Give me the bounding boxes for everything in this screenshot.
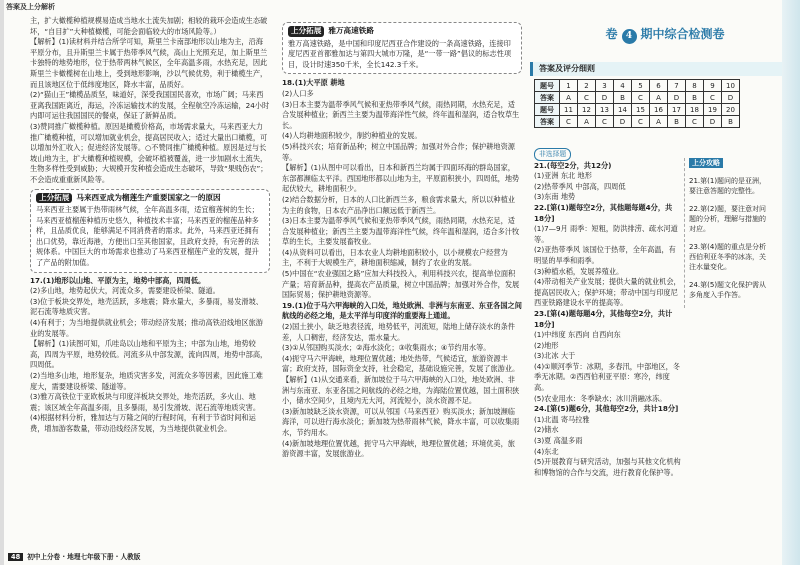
q22-line: 22.[第(1)题每空2分，其他题每题4分，共18分] <box>534 202 673 223</box>
q18-line: (5)科技兴农；培育新品种；树立中国品牌；加强对外合作；保护耕地资源等。 <box>282 141 515 162</box>
page-header: 答案及上分解析 <box>6 3 55 11</box>
extension-body: 马来西亚主要属于热带雨林气候，全年高温多雨，适宜榴莲树的生长；马来西亚植榴莲种植历史悠久，种植技术丰富；马来西亚的榴莲品种多样，且品质优良，能够满足不同消费者的需求。此外，马来西亚还拥有出口优势，靠近海港，方便出口至其他国家，且政府支持，有完善的法规体系。中国巨大的市场需求也推动了马来西亚榴莲产业的发展，提升了产品的附加值。 <box>36 205 259 268</box>
col3-line: (4)东北 <box>534 446 559 456</box>
side-tag: 上分攻略 <box>689 158 723 168</box>
q17-line: 17.(1)地形以山地、平原为主，地势中部高，四周低。 <box>30 275 206 285</box>
binding-edge <box>0 0 4 565</box>
q17-line: (2)当地多山地，地形复杂，地质灾害多发，河流众多等因素，因此施工难度大，需要建设桥梁、隧道等。 <box>30 371 263 391</box>
answer-cell: D <box>596 92 614 104</box>
extension-tag: 上分拓展 <box>36 193 72 204</box>
q17-line: 【解析】(1)读图可知，爪哇岛以山地和平原为主；中部为山地，地势较高，四周为平原，地势较低。河流多从中部发源，流向四周，地势中部高，四周低。 <box>30 339 268 370</box>
col3-line: (3)东南 地势 <box>534 192 576 202</box>
question-number: 13 <box>596 104 614 116</box>
answer-cell: B <box>722 116 740 128</box>
col3-line: (2)地形 <box>534 340 559 350</box>
question-number: 6 <box>650 80 668 92</box>
answer-cell: D <box>704 116 722 128</box>
answer-cell: C <box>596 116 614 128</box>
page-number: 48 <box>8 553 23 561</box>
col3-line: (4)①顺河季节：冰期，多春汛，中部地区，冬季无冰期。②西西伯利亚平原：寒冷，纬度高。 <box>534 361 681 393</box>
side-note: 24.第(5)题文化保护需从多角度入手作答。 <box>689 281 767 299</box>
answer-cell: A <box>650 116 668 128</box>
q19-line: 【解析】(1)从交通来看，新加坡位于马六甲海峡的入口处，地处欧洲、非洲与东南亚、东亚各国之间航线的必经之地，为海陆位置优越，国土面积狭小，储水空间少，且境内无大河，河流短小，淡水资源不足。 <box>282 375 520 406</box>
question-number: 7 <box>668 80 686 92</box>
column-3 <box>534 148 682 478</box>
question-number: 1 <box>560 80 578 92</box>
answer-cell: C <box>632 116 650 128</box>
col1-line: 【解析】(1)读材料并结合所学可知，斯里兰卡南部地形以山地为主，沿海平原分布，且升斯里兰卡属于热带季风气候，高山上光照充足，加上斯里兰卡独特的地势地形，位于热带两林气候区，全年高温多雨，水热充足，因此斯里兰卡橄榄树在山地上，受到地形影响，沙以气候优势，利于橄榄生产，而且该地区位于低纬度地区，降水丰富，品质好。 <box>30 37 268 89</box>
col3-line: (4)带动相关产业发展；提供大量的就业机会，提高居民收入；保护环境；带动中国与印度尼西亚铁路建设水平的提高等。 <box>534 277 681 308</box>
question-number: 10 <box>722 80 740 92</box>
answer-cell: C <box>578 92 596 104</box>
question-number: 20 <box>722 104 740 116</box>
question-number: 9 <box>704 80 722 92</box>
answer-cell: B <box>614 92 632 104</box>
answer-cell: B <box>668 116 686 128</box>
page-footer <box>8 551 140 561</box>
question-number: 18 <box>686 104 704 116</box>
railway-body: 雅万高速铁路，是中国和印度尼西亚合作建设的一条高速铁路，连接印度尼西亚首都雅加达与第四大城市万隆，是“一带一路”倡议的标志性项目，设计时速350千米，全长142.3千米。 <box>288 38 512 69</box>
exam-number: 4 <box>622 29 637 44</box>
railway-title-text: 雅万高速铁路 <box>328 26 374 35</box>
answer-cell: D <box>722 92 740 104</box>
q17-line: (4)有利于；为当地提供就业机会；带动经济发展；推动高铁沿线地区旅游业的发展等。 <box>30 318 263 338</box>
question-number: 3 <box>596 80 614 92</box>
q19-line: (3)①从邻国购买淡水；②海水淡化；③收集雨水；④节约用水等。 <box>282 343 491 353</box>
q23-line: 23.[第(4)题每题4分，其他每空2分，共计18分] <box>534 308 673 329</box>
row-label: 题号 <box>535 80 560 92</box>
answer-cell: C <box>632 92 650 104</box>
col1-line: (3)赞同推广橄榄种植。原因是橄榄价格高，市场需求量大，马来西亚大力推广橄榄种植，可以增加就业机会，提高居民收入；适过大量出口橄榄，可以增加外汇收入；促进经济发展等。○不赞同推广橄榄种植。原因是过与长坡山地为主，扩大橄榄种植规模，会破坏植被覆盖，进一步加剧水土流失，生物多样性受到威胁；大规模开发种植会造成生态破坏，导致“果贱伤农”；不会造成重重新风险等。 <box>30 121 268 184</box>
answer-cell: D <box>614 116 632 128</box>
col3-line: (5)开展教育与研究活动，加强与其他文化机构和博物馆的合作与交流，进行教育化保护等。 <box>534 457 681 477</box>
question-number: 8 <box>686 80 704 92</box>
question-number: 15 <box>632 104 650 116</box>
q19-line: (4)新加坡地理位置优越，扼守马六甲海峡，地理位置优越；环境优美，旅游资源丰富，发展旅游业。 <box>282 438 515 459</box>
page-edge <box>782 0 800 565</box>
col3-line: (2)热带季风 中部高，四周低 <box>534 181 626 191</box>
extension-box-title <box>36 193 264 204</box>
q19-line: (2)国土狭小，缺乏地表径流，地势低平，河流短，陆地上储存淡水的条件差，人口稠密，经济发达，需水量大。 <box>282 322 515 342</box>
question-number: 12 <box>578 104 596 116</box>
q21-line: 21.(每空2分，共12分) <box>534 160 612 170</box>
answer-cell: C <box>704 92 722 104</box>
q18-line: (2)结合数据分析，日本的人口比新西兰多，粮食需求量大，所以以种植业为主的食物，日本农产品净出口额远低于新西兰。 <box>282 194 515 215</box>
q17-line: (4)根据材料分析，雅加达与万隆之间的行程时间，有利于节省时间和运费，增加游客数量，带动沿线经济发展，为当地提供就业机会。 <box>30 413 256 433</box>
question-number: 4 <box>614 80 632 92</box>
answer-cell: D <box>668 92 686 104</box>
q17-line: (3)位于板块交界处，地壳活跃，多地震；降水量大，多暴雨，易发滑坡、泥石流等地质灾害。 <box>30 296 263 317</box>
q17-line: (2)多山地，地势起伏大，河流众多，需要建设桥梁、隧道。 <box>30 286 220 296</box>
question-number: 14 <box>614 104 632 116</box>
q18-line: (3)日本主要为温带季风气候和亚热带季风气候，雨热同期，水热充足，适合发展种植业；新西兰主要为温带海洋性气候，终年温和湿润，适合牧草生长。 <box>282 99 520 130</box>
row-label: 题号 <box>535 104 560 116</box>
col3-line: (3)种植水稻，发展养殖业。 <box>534 266 624 276</box>
q19-line: (3)新加坡缺乏淡水资源，可以从邻国（马来西亚）购买淡水；新加坡濒临海洋，可以进行海水淡化；新加坡为热带雨林气候，降水丰富，可以收集雨水，节约用水。 <box>282 406 520 437</box>
q17-line: (3)雅万高铁位于亚欧板块与印度洋板块交界处，地壳活跃，多火山、地震；该区域全年高温多雨，且多暴雨，易引发滑坡、泥石流等地质灾害。 <box>30 392 261 412</box>
exam-title: 卷 4 期中综合检测卷 <box>590 25 740 44</box>
q18-line: (3)日本主要为温带季风气候和亚热带季风气候，雨热同期，水热充足，适合发展种植业；新西兰主要为温带海洋性气候，终年温和湿润，适合多汁牧草的生长，主要发展畜牧业。 <box>282 216 520 247</box>
q24-line: 24.[第(5)题6分，其他每空2分，共计18分] <box>534 404 679 414</box>
answer-cell: A <box>650 92 668 104</box>
col3-line: (3)夏 高温多雨 <box>534 436 583 446</box>
col3-line: (1)北温 寄马拉雅 <box>534 414 590 424</box>
col3-line: (1)中纬度 东西向 自西向东 <box>534 330 621 340</box>
section-label: 非选择题 <box>534 148 571 161</box>
col1-line: (2)“猫山王”橄榄品质坚，味道好，深受我国国民喜欢，市场广阔；马来西亚离我国距离近，海运，冷冻运输技术的发展，全程航空冷冻运输，24小时内即可运往我国国民的餐桌，保证了新鲜品质。 <box>30 90 270 121</box>
intro-text: 主，扩大橄榄种植规模易造成当地水土流失加剧；相较的栽环会造成生态破坏，“自目扩”大种植橄榄，可能会面临较大的市场风险等。） <box>30 16 268 36</box>
section-band: 答案及评分细则 <box>530 62 783 76</box>
answer-cell: C <box>560 116 578 128</box>
question-number: 17 <box>668 104 686 116</box>
col3-line: (2)亚热带季风 该国位于热带，全年高温，有明显的旱季和雨季。 <box>534 245 676 265</box>
col3-line: (1)亚洲 东北 地形 <box>534 171 592 181</box>
q18-line: (4)人均耕地面积较少，制约种植业的发展。 <box>282 131 422 141</box>
row-label: 答案 <box>535 92 560 104</box>
col3-line: (3)北冰 大于 <box>534 351 576 361</box>
column-1 <box>30 4 270 435</box>
railway-tag: 上分拓展 <box>288 26 324 37</box>
q18-line: (5)中国在“农业强国之路”应加大科技投入，利用科技兴农，提高单位面积产量；培育新品种，提高农产品质量，树立中国品牌；加强对外合作，发展国际贸易；保护耕地资源等。 <box>282 269 520 300</box>
answer-cell: B <box>686 92 704 104</box>
q19-line: (4)扼守马六甲海峡，地理位置优越；地处热带，气候适宜，旅游资源丰富；政府支持，国际资金支持，社会稳定，基础设施完善，发展了旅游业。 <box>282 353 520 374</box>
question-number: 19 <box>704 104 722 116</box>
q18-line: 18.(1)大平原 耕地 <box>282 78 345 88</box>
question-number: 11 <box>560 104 578 116</box>
exam-title-text: 期中综合检测卷 <box>640 27 725 41</box>
question-number: 2 <box>578 80 596 92</box>
extension-title-text: 马来西亚成为榴莲生产重要国家之一的原因 <box>76 192 221 202</box>
series-title: 初中上分卷 · 地理七年级下册 · 人教版 <box>27 553 141 561</box>
question-number: 16 <box>650 104 668 116</box>
col3-line: (1)7—9月 雨季：短粗，防洪排涝、疏水河道等。 <box>534 224 678 244</box>
row-label: 答案 <box>535 116 560 128</box>
q18-line: (2)人口多 <box>282 88 314 98</box>
answer-cell: C <box>686 116 704 128</box>
railway-box-title <box>288 26 516 37</box>
side-tips <box>684 158 769 308</box>
column-2 <box>282 22 522 460</box>
answer-cell: A <box>578 116 596 128</box>
answer-cell: A <box>560 92 578 104</box>
answer-table <box>534 79 740 128</box>
side-note: 23.第(4)题的重点是分析西伯利亚冬季的冰冻，关注水量变化。 <box>689 243 767 271</box>
col3-line: (5)农业用水：冬季缺水；冰川消融冰冻。 <box>534 393 667 403</box>
question-number: 5 <box>632 80 650 92</box>
q18-line: (4)从资料可以看出，日本农业人均耕地面积较小，以小规模农户经营为主，不利于大规模生产，耕地面积缩减，制约了农业的发展。 <box>282 247 508 268</box>
side-note: 22.第(2)题，要注意对问题的分析，理解与措施的对应。 <box>689 205 767 233</box>
q19-line: 19.(1)位于马六甲海峡的入口处，地处欧洲、非洲与东南亚、东亚各国之间航线的必经之地，是太平洋与印度洋的重要海上通道。 <box>282 300 522 321</box>
railway-box <box>282 22 522 74</box>
extension-box <box>30 189 270 273</box>
col3-line: (2)储水 <box>534 425 559 435</box>
side-note: 21.第(1)题问的是亚洲，要注意答题的完整性。 <box>689 177 767 195</box>
q18-line: 【解析】(1)从图中可以看出，日本和新西兰均属于四面环海的群岛国家，东部都濒临太平洋。西国地形都以山地为主，平原面积狭小，四周低，地势起伏较大，耕地面积少。 <box>282 163 520 194</box>
